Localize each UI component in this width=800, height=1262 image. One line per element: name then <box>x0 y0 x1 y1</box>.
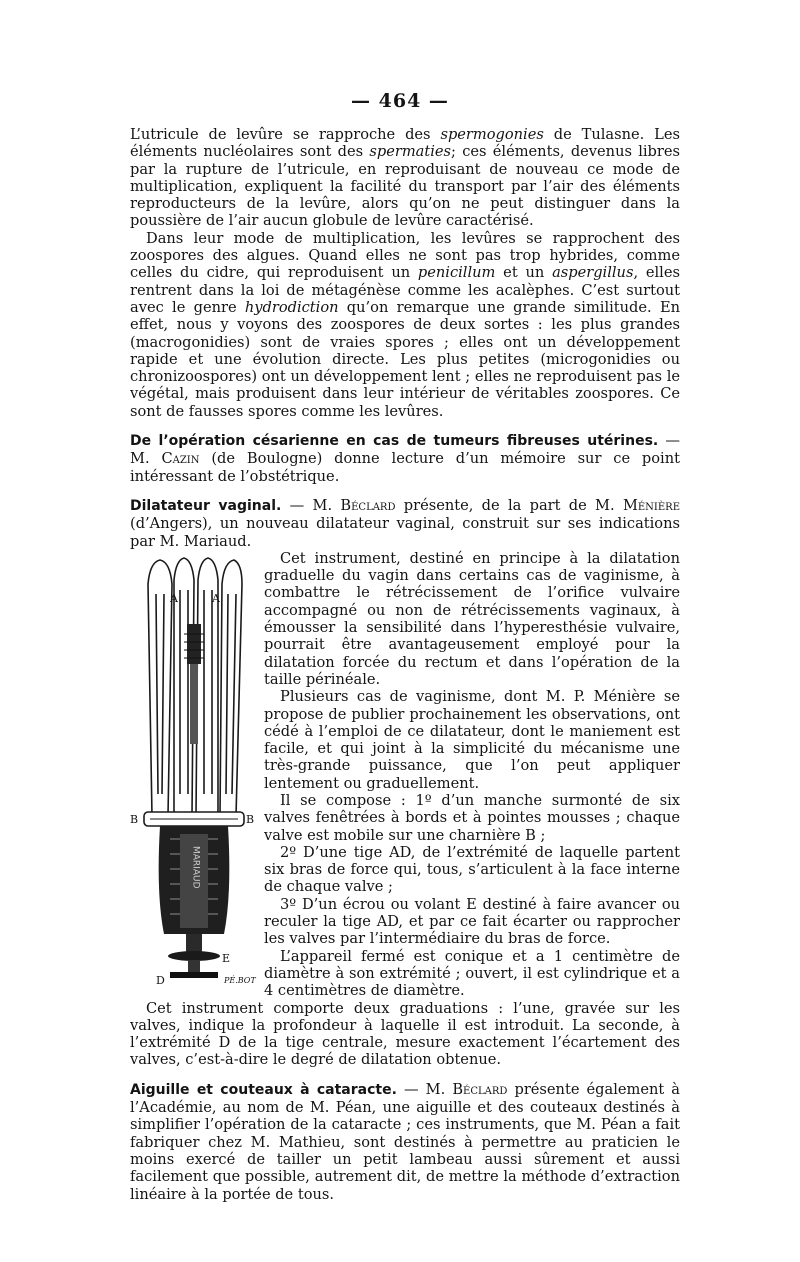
text-column <box>130 126 680 1203</box>
figure-label-b: B <box>130 812 139 826</box>
dilatateur-illustration <box>130 554 258 986</box>
paragraph-tige: 2º D’une tige AD, de l’extrémité de laquelle partent six bras de force qui, tous, s’articulent à la face interne de chaque valve ; <box>264 843 680 896</box>
figure-label-a: A <box>170 591 178 605</box>
paragraph-compose: Il se compose : 1º d’un manche surmonté de six valves fenêtrées à bords et à pointes mousses ; chaque valve est mobile sur une charnière B ; <box>264 791 680 844</box>
paragraph-ecrou: 3º D’un écrou ou volant E destiné à faire avancer ou reculer la tige AD, et par ce fait écarter ou rapprocher les valves par l’intermédiaire du bras de force. <box>264 895 680 948</box>
engraver-mark: PÉ.BOT <box>224 975 256 985</box>
figure-label-a: A <box>212 591 220 605</box>
section-heading: De l’opération césarienne en cas de tumeurs fibreuses utérines. <box>130 433 659 450</box>
dilatateur-drawing <box>130 554 258 986</box>
paragraph-graduations: Cet instrument comporte deux graduations : l’une, gravée sur les valves, indique la profondeur à laquelle il est introduit. La seconde, à l’extrémité D de la tige centrale, mesure exactement l’écartement des valves, c’est-à-dire le degré de dilatation obtenue. <box>130 999 680 1069</box>
figure-label-d: D <box>156 973 165 987</box>
paragraph-instrument: Cet instrument, destiné en principe à la dilatation graduelle du vagin dans certains cas de vaginisme, à combattre le rétrécissement de l’orifice vulvaire accompagné ou non de rétrécissements vaginaux, à émousser la sensibilité dans l’hyperesthésie vulvaire, pourrait être avantageusement employé pour la dilatation forcée du rectum et dans l’opération de la taille périnéale. <box>264 549 680 688</box>
paragraph-zoospores: Dans leur mode de multiplication, les levûres se rapprochent des zoospores des algues. Quand elles ne sont pas trop hybrides, comme celles du cidre, qui reproduisent un penicillum et un aspergillus, elles rentrent dans la loi de métagénèse comme les acalèphes. C’est surtout avec le genre hydrodiction qu’on remarque une grande similitude. En effet, nous y voyons des zoospores de deux sortes : les plus grandes (macrogonidies) sont de vraies spores ; elles ont un développement rapide et une évolution directe. Les plus petites (microgonidies ou chronizoospores) ont un développement lent ; elles ne reproduisent pas le végétal, mais produisent dans leur intérieur de véritables zoospores. Ce sont de fausses spores comme les levûres. <box>130 229 680 420</box>
section-aiguille: Aiguille et couteaux à cataracte. — M. Béclard présente également à l’Académie, au nom de M. Péan, une aiguille et des couteaux destinés à simplifier l’opération de la cataracte ; ces instruments, que M. Péan a fait fabriquer chez M. Mathieu, sont destinés à permettre au praticien le moins exercé de tailler un petit lambeau aussi sûrement et aussi facilement que possible, autrement dit, de mettre la méthode d’extraction linéaire à la portée de tous. <box>130 1080 681 1203</box>
paragraph-vaginisme: Plusieurs cas de vaginisme, dont M. P. Ménière se propose de publier prochainement les observations, ont cédé à l’emploi de ce dilatateur, dont le maniement est facile, et qui joint à la simplicité du mécanisme une très-grande puissance, que l’on peut appliquer lentement ou graduellement. <box>264 688 680 792</box>
paragraph-levure: L’utricule de levûre se rapproche des spermogonies de Tulasne. Les éléments nucléolaires sont des spermaties; ces éléments, devenus libres par la rupture de l’utricule, en reproduisant de nouveau ce mode de multiplication, expliquent la facilité du transport par l’air des éléments reproducteurs de la levûre, alors qu’on ne peut distinguer dans la poussière de l’air aucun globule de levûre caractérisé. <box>130 126 680 230</box>
paragraph-diametre: L’appareil fermé est conique et a 1 centimètre de diamètre à son extrémité ; ouvert, il est cylindrique et a 4 centimètres de diamètre. <box>264 947 680 1000</box>
section-heading: Dilatateur vaginal. <box>130 497 282 514</box>
section-heading: Aiguille et couteaux à cataracte. <box>130 1081 397 1098</box>
page-number: — 464 — <box>351 90 449 112</box>
handle-inscription: MARIAUD <box>190 845 201 889</box>
section-cesarienne: De l’opération césarienne en cas de tumeurs fibreuses utérines. — M. Cazin (de Boulogne) donne lecture d’un mémoire sur ce point intéressant de l’obstétrique. <box>130 432 681 485</box>
figure-label-e: E <box>222 951 231 965</box>
section-dilatateur: Dilatateur vaginal. — M. Béclard présente, de la part de M. Ménière (d’Angers), un nouveau dilatateur vaginal, construit sur ses indications par M. Mariaud. <box>130 496 681 550</box>
figure-label-b: B <box>246 812 255 826</box>
